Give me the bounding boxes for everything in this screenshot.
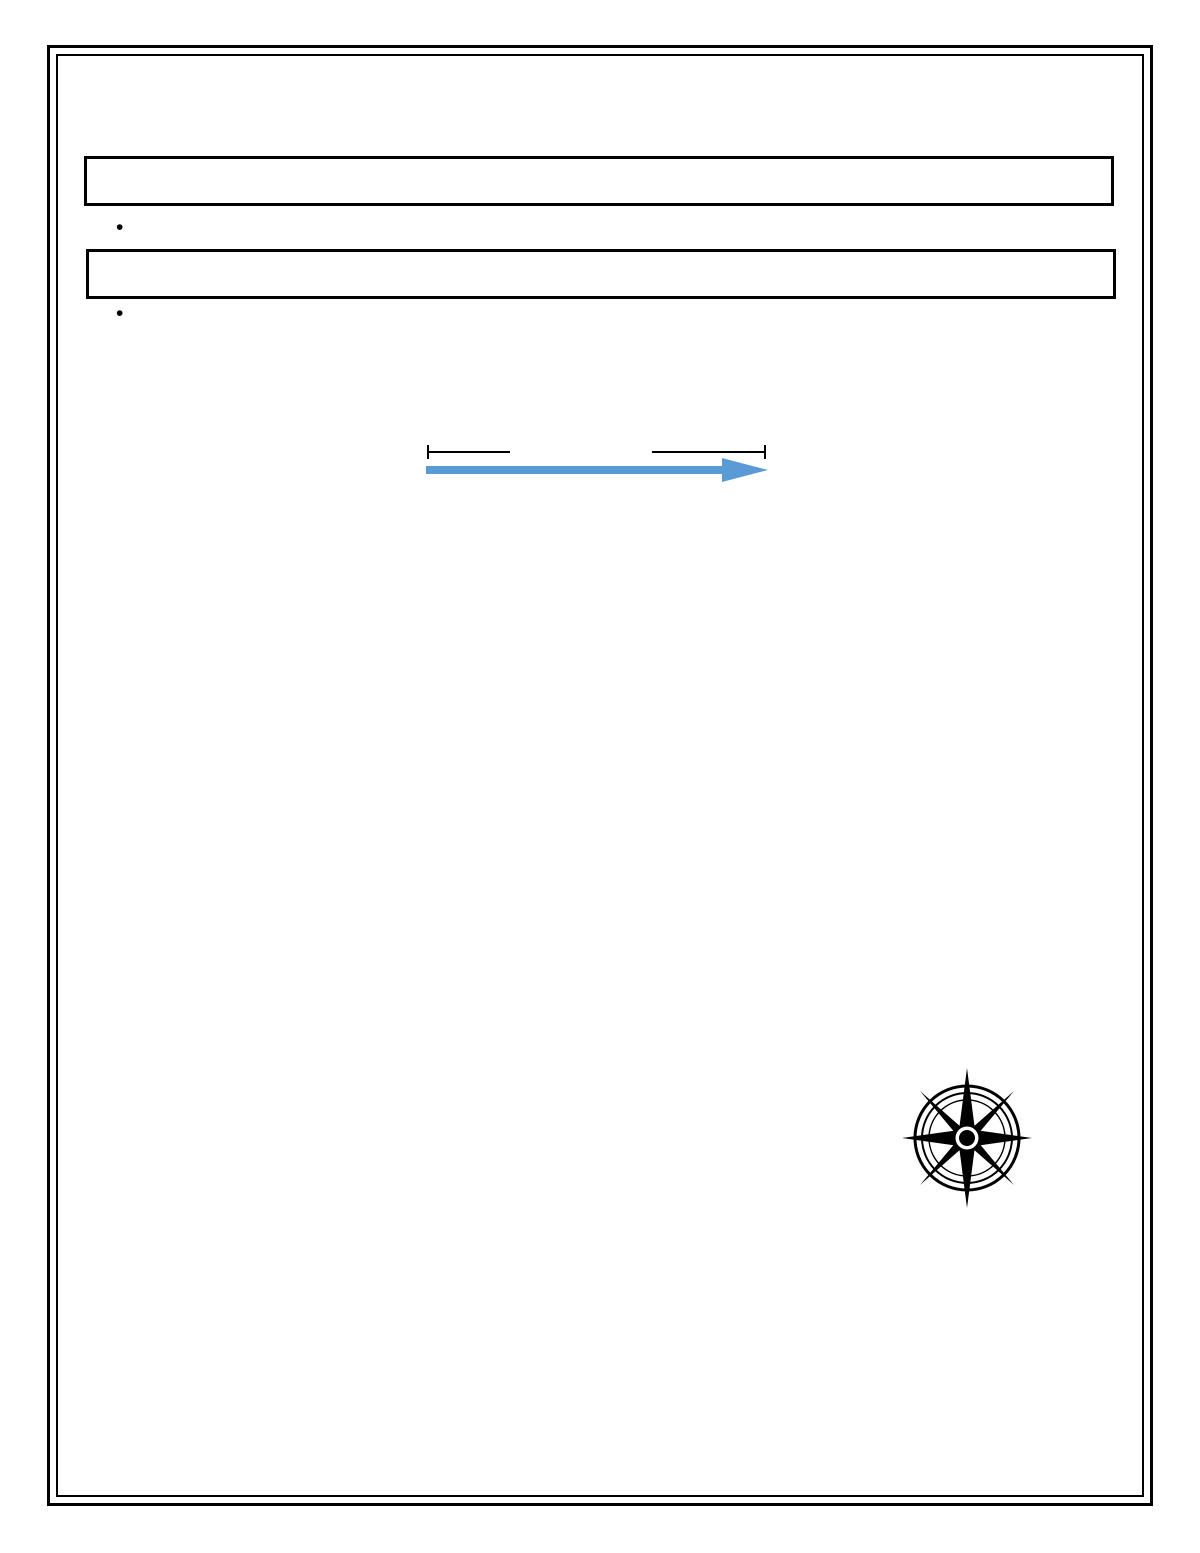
scalar-examples [116, 214, 142, 241]
vector-definition-box [86, 249, 1116, 299]
compass-star-icon [902, 1068, 1032, 1208]
compass-points-item [118, 1145, 130, 1172]
bullet-icon: • [116, 302, 124, 325]
vector-anatomy-diagram [400, 430, 800, 515]
bullet-icon: • [116, 216, 124, 239]
compass-rose [850, 1030, 1080, 1220]
length-direction-paragraph [84, 531, 1124, 558]
vector-examples [116, 300, 142, 327]
cartesian-plane-diagram [380, 640, 940, 1080]
scalar-definition-box [84, 156, 1114, 206]
vector-arrowhead [722, 458, 768, 482]
example-40-n-of-w-diagram [180, 1235, 500, 1475]
